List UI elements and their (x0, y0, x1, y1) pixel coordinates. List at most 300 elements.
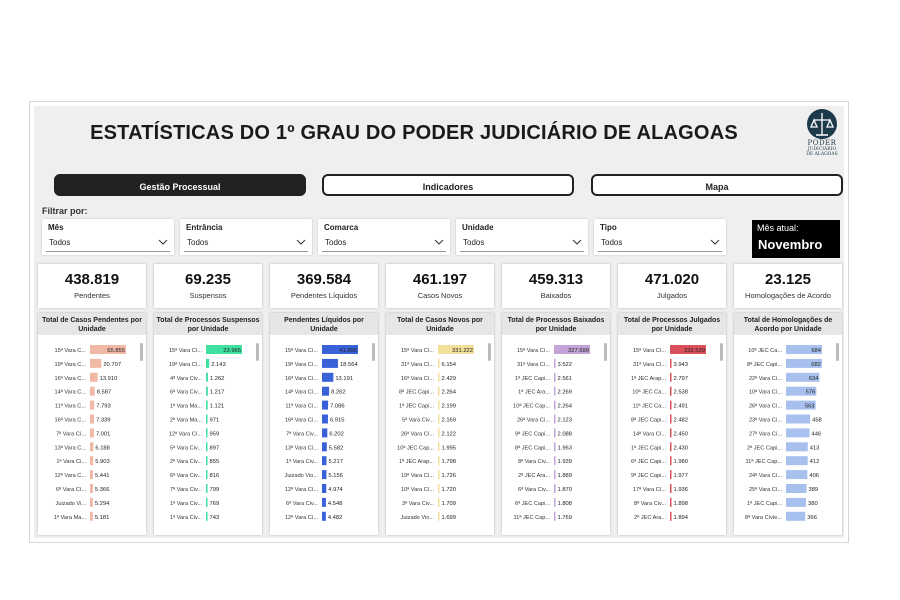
category-label: 8ª JEC Capi... (398, 389, 434, 396)
value-label: 380 (808, 500, 818, 507)
bar[interactable] (554, 470, 556, 479)
bar[interactable] (554, 387, 556, 396)
bar[interactable] (206, 401, 208, 410)
value-label: 7.339 (96, 417, 111, 424)
category-label: 13ª Vara Cí... (284, 445, 318, 452)
value-label: 4.974 (328, 487, 343, 493)
category-label: 10ª Vara Cí... (400, 487, 434, 493)
kpi-card (618, 264, 726, 308)
value-label: 1.720 (441, 487, 457, 493)
bar[interactable] (90, 470, 93, 479)
category-label: 16ª Vara Cí... (284, 417, 318, 424)
bar[interactable] (438, 484, 440, 493)
bar[interactable] (670, 512, 672, 521)
tab-gestao-processual[interactable]: Gestão Processual (54, 174, 306, 196)
value-label: 855 (209, 459, 220, 466)
category-label: 26ª Vara Cí... (516, 417, 550, 424)
category-label: Juizado Vio... (400, 514, 434, 521)
chevron-down-icon (158, 237, 168, 247)
bar[interactable] (206, 442, 208, 451)
scrollbar[interactable] (140, 343, 143, 361)
value-label: 406 (809, 473, 820, 480)
category-label: 1ª Vara Civ... (169, 500, 202, 507)
bar[interactable] (438, 415, 440, 424)
category-label: 15ª Vara Cí... (632, 348, 666, 354)
bar[interactable] (322, 401, 328, 410)
value-label: 2.491 (673, 403, 689, 410)
value-label: 5.181 (94, 514, 110, 521)
value-label: 5.441 (94, 473, 110, 480)
bar-chart (734, 337, 834, 532)
category-label: 23ª Vara Cí... (748, 417, 782, 424)
bar[interactable] (554, 442, 556, 451)
category-label: 19ª Vara Cí... (168, 361, 202, 368)
value-label: 23.965 (223, 348, 241, 354)
bar[interactable] (786, 456, 808, 465)
bar[interactable] (322, 470, 326, 479)
category-label: 6ª Vara Civ... (285, 500, 318, 507)
category-label: 8ª Vara Civ... (633, 500, 666, 507)
report-frame (29, 101, 849, 543)
value-label: 41.890 (339, 348, 357, 354)
value-label: 6.188 (95, 445, 110, 452)
bar[interactable] (554, 498, 556, 507)
kpi-card (734, 264, 842, 308)
value-label: 799 (209, 487, 220, 493)
category-label: 10ª JEC Ca... (748, 348, 782, 354)
slicer-dropdown[interactable] (322, 236, 446, 252)
bar-chart-card (618, 313, 726, 535)
value-label: 2.199 (441, 403, 457, 410)
value-label: 6.202 (329, 431, 344, 438)
bar[interactable] (322, 498, 326, 507)
bar[interactable] (786, 512, 805, 521)
value-label: 366 (807, 514, 817, 521)
bar-chart (270, 337, 370, 532)
chevron-down-icon (572, 237, 582, 247)
logo-text-1: PODER (807, 139, 837, 147)
value-label: 897 (209, 445, 220, 452)
value-label: 2.538 (673, 389, 689, 396)
value-label: 1.894 (673, 514, 689, 521)
category-label: 8ª JEC Capi... (746, 361, 782, 368)
kpi-card (502, 264, 610, 308)
value-label: 7.001 (95, 431, 111, 438)
category-label: 12ª Vara C... (54, 473, 86, 480)
kpi-value: 369.584 (296, 271, 352, 288)
bar[interactable] (322, 512, 326, 521)
value-label: 5.903 (95, 459, 110, 466)
bar-chart-card (734, 313, 842, 535)
chart-title: Pendentes Líquidos por Unidade (284, 317, 364, 333)
slicer-value: Todos (463, 238, 485, 247)
scrollbar[interactable] (372, 343, 375, 361)
value-label: 8.587 (96, 389, 112, 396)
bar[interactable] (322, 373, 333, 382)
value-label: 412 (809, 459, 820, 466)
filter-label: Filtrar por: (42, 206, 88, 216)
value-label: 3.522 (557, 361, 573, 368)
bar[interactable] (438, 442, 440, 451)
value-label: 5.156 (328, 473, 343, 480)
category-label: 1ª Vara Ci... (56, 459, 86, 466)
value-label: 1.699 (441, 514, 457, 521)
value-label: 563 (804, 403, 815, 410)
bar[interactable] (670, 415, 672, 424)
tab-mapa[interactable]: Mapa (591, 174, 843, 196)
value-label: 458 (812, 417, 822, 424)
bar[interactable] (322, 442, 327, 451)
category-label: 12ª Vara Cí... (284, 514, 318, 521)
value-label: 18.564 (339, 361, 358, 368)
category-label: 31ª Vara Cí... (516, 361, 550, 368)
value-label: 1.262 (209, 375, 225, 382)
bar[interactable] (438, 387, 440, 396)
value-label: 1.995 (441, 445, 457, 452)
value-label: 1.709 (441, 500, 457, 507)
kpi-value: 471.020 (644, 271, 700, 288)
category-label: 2ª JEC Capi... (746, 445, 782, 452)
slicer-dropdown[interactable] (598, 236, 722, 252)
bar-chart-card (38, 313, 146, 535)
value-label: 389 (808, 487, 819, 493)
value-label: 2.088 (557, 431, 573, 438)
value-label: 2.429 (441, 375, 457, 382)
category-label: 26ª Vara Cí... (400, 431, 434, 438)
bar-chart (502, 337, 602, 532)
slicer-label: Entrância (186, 223, 223, 232)
slicer-comarca (318, 219, 450, 255)
bar[interactable] (786, 415, 810, 424)
category-label: 12ª Vara Cí... (284, 487, 318, 493)
slicer-dropdown[interactable] (460, 236, 584, 252)
value-label: 1.977 (673, 473, 689, 480)
category-label: 13ª Vara C... (54, 445, 86, 452)
kpi-card (386, 264, 494, 308)
category-label: 14ª Vara Cí... (284, 389, 318, 396)
bar[interactable] (670, 428, 672, 437)
value-label: 13.191 (335, 375, 354, 382)
value-label: 1.726 (441, 473, 457, 480)
kpi-label: Baixados (540, 291, 572, 300)
bar[interactable] (438, 401, 440, 410)
category-label: 19ª Vara Cí... (284, 361, 318, 368)
value-label: 5.294 (94, 500, 110, 507)
bar[interactable] (438, 359, 440, 368)
value-label: 1.808 (557, 500, 573, 507)
kpi-value: 461.197 (412, 271, 468, 288)
bar[interactable] (554, 401, 556, 410)
page-title: ESTATÍSTICAS DO 1º GRAU DO PODER JUDICIÁRIO DE ALAGOAS (90, 122, 738, 144)
category-label: 3ª Vara Civ... (401, 500, 434, 507)
bar[interactable] (438, 456, 440, 465)
bar[interactable] (670, 456, 672, 465)
slicer-label: Tipo (600, 223, 617, 232)
category-label: 1ª JEC Ara... (518, 389, 550, 396)
bar[interactable] (670, 359, 672, 368)
category-label: 12ª Vara Cí... (168, 431, 202, 438)
value-label: 20.707 (103, 361, 122, 368)
kpi-label: Suspensos (189, 291, 227, 300)
bar[interactable] (90, 442, 93, 451)
category-label: Juizado Vio... (284, 473, 318, 480)
logo-text-3: DE ALAGOAS (806, 152, 838, 157)
bar[interactable] (206, 359, 209, 368)
value-label: 7.086 (330, 403, 345, 410)
bar[interactable] (322, 484, 326, 493)
bar[interactable] (90, 401, 94, 410)
category-label: 6ª Vara Civ... (169, 389, 202, 396)
category-label: 2ª Vara Civ... (169, 459, 202, 466)
bar[interactable] (438, 498, 440, 507)
category-label: 14ª Vara C... (54, 389, 86, 396)
kpi-value: 438.819 (64, 271, 120, 288)
category-label: 19ª Vara Cí... (400, 473, 434, 480)
kpi-label: Julgados (656, 291, 688, 300)
bar[interactable] (786, 442, 808, 451)
bar-chart (386, 337, 486, 532)
kpi-label: Homologações de Acordo (745, 291, 831, 300)
category-label: 14ª Vara Cí... (632, 431, 666, 438)
chart-title: Total de Processos Suspensos por Unidade (156, 317, 260, 333)
category-label: 15ª Vara Cí... (516, 348, 550, 354)
bar[interactable] (670, 484, 672, 493)
category-label: 2ª JEC Ara... (518, 473, 550, 480)
bar[interactable] (322, 456, 326, 465)
value-label: 1.898 (673, 500, 689, 507)
value-label: 576 (805, 389, 816, 396)
bar[interactable] (90, 512, 93, 521)
category-label: Juizado Vi... (55, 500, 86, 507)
value-label: 65.855 (107, 348, 125, 354)
bar[interactable] (90, 387, 95, 396)
bar-chart-card (386, 313, 494, 535)
bar[interactable] (554, 428, 556, 437)
value-label: 634 (808, 375, 819, 382)
category-label: 4ª Vara Civ... (169, 375, 202, 382)
bar[interactable] (438, 512, 440, 521)
value-label: 4.548 (327, 500, 343, 507)
bar[interactable] (206, 512, 208, 521)
chart-title: Total de Casos Novos por Unidade (397, 317, 483, 333)
category-label: 15ª Vara Cí... (284, 348, 318, 354)
bar-chart-card (154, 313, 262, 535)
category-label: 10ª JEC Cap... (513, 403, 550, 410)
tab-indicadores[interactable]: Indicadores (322, 174, 574, 196)
category-label: 19ª Vara C... (54, 361, 86, 368)
kpi-value: 23.125 (765, 271, 811, 288)
category-label: 16ª Vara Cí... (284, 375, 318, 382)
slicer-label: Comarca (324, 223, 359, 232)
category-label: 15ª Vara Cí... (400, 348, 434, 354)
slicer-label: Unidade (462, 223, 494, 232)
slicer-dropdown[interactable] (184, 236, 308, 252)
slicer-value: Todos (49, 238, 71, 247)
category-label: 17ª Vara Cí... (632, 487, 666, 493)
bar[interactable] (206, 470, 208, 479)
bar[interactable] (554, 456, 556, 465)
scrollbar[interactable] (836, 343, 839, 361)
category-label: 26ª Vara Cí... (748, 403, 782, 410)
value-label: 2.123 (557, 417, 573, 424)
category-label: 2ª JEC Ara... (634, 514, 666, 521)
slicer-value: Todos (187, 238, 209, 247)
value-label: 332.539 (684, 348, 705, 354)
slicer-label: Mês (48, 223, 64, 232)
value-label: 1.798 (441, 459, 457, 466)
chevron-down-icon (296, 237, 306, 247)
category-label: 31ª Vara Cí... (632, 361, 666, 368)
kpi-value: 459.313 (528, 271, 584, 288)
category-label: 6ª JEC Capi... (514, 500, 550, 507)
category-label: 31ª Vara Cí... (400, 361, 434, 368)
bar[interactable] (90, 484, 93, 493)
bar[interactable] (670, 442, 672, 451)
category-label: 9ª JEC Capi... (630, 473, 666, 480)
value-label: 2.430 (673, 445, 689, 452)
current-month-value: Novembro (758, 237, 823, 252)
category-label: 7ª Vara Civ... (285, 431, 318, 438)
bar[interactable] (90, 456, 93, 465)
bar[interactable] (206, 373, 208, 382)
value-label: 13.910 (99, 375, 118, 382)
category-label: 1ª JEC Arap... (630, 375, 666, 382)
value-label: 5.217 (328, 459, 343, 466)
category-label: 1ª Vara Ma... (53, 514, 86, 521)
bar[interactable] (90, 415, 94, 424)
scrollbar[interactable] (604, 343, 607, 361)
value-label: 2.264 (441, 389, 457, 396)
category-label: 16ª Vara C... (54, 375, 86, 382)
category-label: 10ª JEC Cap... (397, 445, 434, 452)
category-label: 8ª Vara Civ... (517, 459, 550, 466)
scrollbar[interactable] (720, 343, 723, 361)
category-label: 6ª JEC Capi... (630, 459, 666, 466)
kpi-label: Pendentes Líquidos (290, 291, 358, 300)
category-label: 1ª JEC Arap... (398, 459, 434, 466)
chart-title: Total de Processos Baixados por Unidade (507, 317, 605, 333)
bar[interactable] (554, 373, 556, 382)
value-label: 1.870 (557, 487, 573, 493)
logo-text-2: JUDICIÁRIO (807, 147, 837, 152)
value-label: 413 (809, 445, 820, 452)
category-label: 24ª Vara Cí... (748, 473, 782, 480)
bar[interactable] (90, 359, 101, 368)
value-label: 2.797 (673, 375, 689, 382)
bar[interactable] (554, 359, 556, 368)
bar[interactable] (670, 470, 672, 479)
bar[interactable] (438, 428, 440, 437)
category-label: 7ª Vara Civ... (169, 487, 202, 493)
bar[interactable] (322, 387, 329, 396)
bar[interactable] (438, 373, 440, 382)
bar[interactable] (206, 484, 208, 493)
bar-chart-card (502, 313, 610, 535)
kpi-value: 69.235 (185, 271, 231, 288)
category-label: 1ª Vara Ma... (169, 403, 202, 410)
bar-chart (154, 337, 254, 532)
bar[interactable] (670, 401, 672, 410)
value-label: 2.482 (673, 417, 689, 424)
bar[interactable] (206, 387, 208, 396)
bar[interactable] (554, 415, 556, 424)
bar[interactable] (554, 512, 556, 521)
bar[interactable] (786, 428, 809, 437)
value-label: 2.169 (441, 417, 457, 424)
category-label: 25ª Vara Cí... (748, 487, 782, 493)
scrollbar[interactable] (488, 343, 491, 361)
bar[interactable] (90, 498, 93, 507)
nav-tabs (54, 174, 844, 198)
value-label: 2.269 (557, 389, 573, 396)
bar[interactable] (554, 484, 556, 493)
value-label: 1.217 (209, 389, 225, 396)
bar[interactable] (438, 470, 440, 479)
bar[interactable] (786, 470, 807, 479)
category-label: 11ª JEC Ca... (632, 403, 666, 410)
bar[interactable] (206, 428, 208, 437)
bar[interactable] (322, 428, 327, 437)
kpi-card (270, 264, 378, 308)
bar[interactable] (322, 415, 328, 424)
tj-seal-icon (805, 108, 839, 140)
scrollbar[interactable] (256, 343, 259, 361)
category-label: 22ª Vara Cí... (748, 375, 782, 382)
value-label: 816 (209, 473, 220, 480)
chart-title: Total de Processos Julgados por Unidade (623, 317, 721, 333)
bar[interactable] (670, 387, 672, 396)
bar[interactable] (90, 428, 94, 437)
category-label: 1ª JEC Capi... (398, 403, 434, 410)
dashboard-canvas (34, 106, 844, 538)
value-label: 2.450 (673, 431, 689, 438)
value-label: 684 (811, 348, 821, 354)
value-label: 2.561 (557, 375, 573, 382)
chart-title: Total de Homologações de Acordo por Unidade (743, 317, 833, 333)
value-label: 1.963 (557, 445, 573, 452)
value-label: 682 (811, 361, 821, 368)
slicer-dropdown[interactable] (46, 236, 170, 252)
category-label: 10ª Vara Cí... (748, 389, 782, 396)
bar[interactable] (90, 373, 98, 382)
category-label: 1ª JEC Capi... (514, 375, 550, 382)
value-label: 3.943 (673, 361, 689, 368)
value-label: 971 (209, 417, 220, 424)
value-label: 5.366 (94, 487, 110, 493)
bar[interactable] (670, 373, 672, 382)
bar[interactable] (206, 415, 208, 424)
value-label: 2.264 (557, 403, 573, 410)
category-label: 11ª Vara C... (54, 403, 86, 410)
logo (802, 108, 842, 166)
category-label: 6ª Vara Cí... (56, 487, 86, 493)
kpi-card (38, 264, 146, 308)
bar[interactable] (322, 359, 338, 368)
bar-chart (38, 337, 138, 532)
bar[interactable] (206, 456, 208, 465)
bar[interactable] (786, 484, 806, 493)
bar[interactable] (786, 498, 806, 507)
slicer-entrancia (180, 219, 312, 255)
bar[interactable] (670, 498, 672, 507)
bar[interactable] (206, 498, 208, 507)
value-label: 1.980 (673, 459, 689, 466)
current-month-label: Mês atual: (757, 223, 799, 233)
category-label: 5ª Vara Civ... (169, 445, 202, 452)
value-label: 331.222 (452, 348, 473, 354)
category-label: 16ª Vara Cí... (400, 375, 434, 382)
chart-title: Total de Casos Pendentes por Unidade (42, 317, 142, 333)
